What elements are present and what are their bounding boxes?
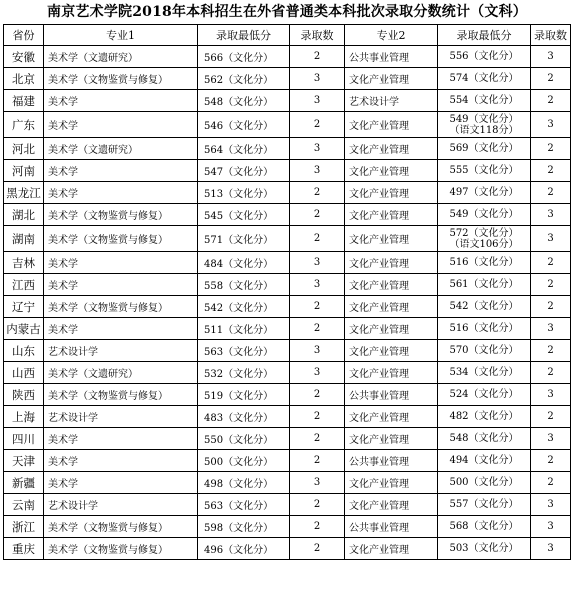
count2-cell: 2 (531, 296, 571, 318)
major2-cell: 文化产业管理 (345, 472, 438, 494)
min-score2-cell (438, 494, 531, 516)
min-score1-cell: 571（文化分） (198, 226, 290, 252)
major1-cell: 美术学 (44, 472, 198, 494)
min-score1-cell: 511（文化分） (198, 318, 290, 340)
min-score1-cell: 562（文化分） (198, 68, 290, 90)
major1-cell: 美术学 (44, 428, 198, 450)
min-score2-cell (438, 428, 531, 450)
min-score2-line: （语文106分） (449, 238, 519, 250)
province-cell: 河北 (4, 138, 44, 160)
major2-cell: 文化产业管理 (345, 112, 438, 138)
major1-cell: 美术学（文物鉴赏与修复） (44, 296, 198, 318)
province-cell: 天津 (4, 450, 44, 472)
province-cell: 辽宁 (4, 296, 44, 318)
count2-cell: 3 (531, 112, 571, 138)
count1-cell: 3 (290, 274, 345, 296)
min-score2-line: 549（文化分） (449, 113, 519, 125)
major2-cell: 公共事业管理 (345, 46, 438, 68)
min-score2-line: （语文118分） (449, 124, 519, 136)
min-score2-cell (438, 112, 531, 138)
min-score1-cell: 519（文化分） (198, 384, 290, 406)
header-min-score1: 录取最低分 (198, 25, 290, 46)
min-score2-cell (438, 406, 531, 428)
table-row (4, 160, 571, 182)
count1-cell: 2 (290, 494, 345, 516)
table-row (4, 226, 571, 252)
table-row (4, 384, 571, 406)
table-row (4, 450, 571, 472)
count1-cell: 2 (290, 318, 345, 340)
min-score1-cell: 547（文化分） (198, 160, 290, 182)
count1-cell: 3 (290, 138, 345, 160)
province-cell: 山东 (4, 340, 44, 362)
count1-cell: 3 (290, 340, 345, 362)
min-score1-cell: 542（文化分） (198, 296, 290, 318)
min-score1-cell: 498（文化分） (198, 472, 290, 494)
min-score2-line: 574（文化分） (449, 73, 519, 84)
min-score1-cell: 550（文化分） (198, 428, 290, 450)
major1-cell: 美术学（文遗研究） (44, 362, 198, 384)
min-score2-cell (438, 68, 531, 90)
min-score2-line: 524（文化分） (449, 389, 519, 400)
major2-cell: 艺术设计学 (345, 90, 438, 112)
major1-cell: 美术学（文物鉴赏与修复） (44, 516, 198, 538)
min-score2-line: 516（文化分） (449, 323, 519, 334)
major1-cell: 美术学 (44, 160, 198, 182)
province-cell: 陕西 (4, 384, 44, 406)
count2-cell: 2 (531, 406, 571, 428)
header-count2: 录取数 (531, 25, 571, 46)
count1-cell: 2 (290, 112, 345, 138)
min-score2-cell (438, 160, 531, 182)
table-row (4, 538, 571, 560)
province-cell: 山西 (4, 362, 44, 384)
min-score2-cell (438, 340, 531, 362)
major1-cell: 美术学 (44, 318, 198, 340)
count1-cell: 2 (290, 450, 345, 472)
major2-cell: 文化产业管理 (345, 428, 438, 450)
count1-cell: 2 (290, 296, 345, 318)
count2-cell: 3 (531, 538, 571, 560)
header-province: 省份 (4, 25, 44, 46)
min-score2-line: 542（文化分） (449, 301, 519, 312)
major2-cell: 文化产业管理 (345, 406, 438, 428)
count1-cell: 3 (290, 252, 345, 274)
min-score1-cell: 532（文化分） (198, 362, 290, 384)
province-cell: 云南 (4, 494, 44, 516)
min-score2-line: 482（文化分） (449, 411, 519, 422)
count2-cell: 2 (531, 472, 571, 494)
min-score2-line: 569（文化分） (449, 143, 519, 154)
table-row (4, 296, 571, 318)
major1-cell: 美术学（文遗研究） (44, 138, 198, 160)
province-cell: 福建 (4, 90, 44, 112)
min-score2-line: 549（文化分） (449, 209, 519, 220)
major1-cell: 艺术设计学 (44, 494, 198, 516)
count1-cell: 3 (290, 90, 345, 112)
province-cell: 内蒙古 (4, 318, 44, 340)
province-cell: 上海 (4, 406, 44, 428)
min-score1-cell: 564（文化分） (198, 138, 290, 160)
count2-cell: 2 (531, 252, 571, 274)
min-score2-cell (438, 46, 531, 68)
min-score1-cell: 558（文化分） (198, 274, 290, 296)
min-score2-line: 557（文化分） (449, 499, 519, 510)
major1-cell: 美术学 (44, 90, 198, 112)
province-cell: 北京 (4, 68, 44, 90)
count2-cell: 2 (531, 90, 571, 112)
count1-cell: 3 (290, 362, 345, 384)
table-row (4, 494, 571, 516)
table-row (4, 112, 571, 138)
min-score1-cell: 545（文化分） (198, 204, 290, 226)
count2-cell: 2 (531, 138, 571, 160)
province-cell: 吉林 (4, 252, 44, 274)
major2-cell: 文化产业管理 (345, 138, 438, 160)
province-cell: 重庆 (4, 538, 44, 560)
count2-cell: 2 (531, 450, 571, 472)
min-score2-line: 572（文化分） (449, 227, 519, 239)
header-major2: 专业2 (345, 25, 438, 46)
major2-cell: 文化产业管理 (345, 68, 438, 90)
header-major1: 专业1 (44, 25, 198, 46)
count2-cell: 3 (531, 428, 571, 450)
count1-cell: 3 (290, 472, 345, 494)
table-row (4, 252, 571, 274)
table-row (4, 472, 571, 494)
header-count1: 录取数 (290, 25, 345, 46)
min-score2-cell (438, 252, 531, 274)
count2-cell: 3 (531, 318, 571, 340)
count1-cell: 2 (290, 204, 345, 226)
table-row (4, 204, 571, 226)
count1-cell: 2 (290, 384, 345, 406)
min-score1-cell: 496（文化分） (198, 538, 290, 560)
min-score1-cell: 563（文化分） (198, 494, 290, 516)
table-row (4, 46, 571, 68)
min-score2-line: 494（文化分） (449, 455, 519, 466)
table-row (4, 516, 571, 538)
major2-cell: 公共事业管理 (345, 384, 438, 406)
count2-cell: 3 (531, 46, 571, 68)
admission-score-table (3, 24, 571, 560)
table-row (4, 428, 571, 450)
table-row (4, 340, 571, 362)
min-score2-line: 554（文化分） (449, 95, 519, 106)
count2-cell: 2 (531, 68, 571, 90)
count2-cell: 2 (531, 362, 571, 384)
min-score2-line: 561（文化分） (449, 279, 519, 290)
min-score1-cell: 546（文化分） (198, 112, 290, 138)
min-score1-cell: 484（文化分） (198, 252, 290, 274)
table-row (4, 406, 571, 428)
count2-cell: 2 (531, 274, 571, 296)
major1-cell: 美术学 (44, 182, 198, 204)
province-cell: 安徽 (4, 46, 44, 68)
table-row (4, 68, 571, 90)
major1-cell: 美术学（文物鉴赏与修复） (44, 384, 198, 406)
major2-cell: 文化产业管理 (345, 160, 438, 182)
count2-cell: 2 (531, 182, 571, 204)
major2-cell: 公共事业管理 (345, 450, 438, 472)
count1-cell: 2 (290, 182, 345, 204)
major2-cell: 文化产业管理 (345, 252, 438, 274)
major1-cell: 美术学（文物鉴赏与修复） (44, 226, 198, 252)
min-score2-line: 548（文化分） (449, 433, 519, 444)
min-score2-cell (438, 472, 531, 494)
major1-cell: 美术学 (44, 274, 198, 296)
count1-cell: 3 (290, 160, 345, 182)
major2-cell: 公共事业管理 (345, 516, 438, 538)
min-score2-cell (438, 296, 531, 318)
min-score1-cell: 566（文化分） (198, 46, 290, 68)
table-body (4, 46, 571, 560)
major1-cell: 美术学（文物鉴赏与修复） (44, 68, 198, 90)
table-row (4, 318, 571, 340)
min-score1-cell: 598（文化分） (198, 516, 290, 538)
min-score2-line: 556（文化分） (449, 51, 519, 62)
count1-cell: 2 (290, 428, 345, 450)
major1-cell: 美术学 (44, 252, 198, 274)
major1-cell: 美术学（文遗研究） (44, 46, 198, 68)
major2-cell: 文化产业管理 (345, 362, 438, 384)
count1-cell: 2 (290, 46, 345, 68)
province-cell: 新疆 (4, 472, 44, 494)
min-score2-line: 503（文化分） (449, 543, 519, 554)
major2-cell: 文化产业管理 (345, 494, 438, 516)
count2-cell: 2 (531, 160, 571, 182)
min-score2-cell (438, 318, 531, 340)
province-cell: 浙江 (4, 516, 44, 538)
province-cell: 江西 (4, 274, 44, 296)
min-score2-cell (438, 138, 531, 160)
major2-cell: 文化产业管理 (345, 274, 438, 296)
table-row (4, 274, 571, 296)
count2-cell: 2 (531, 340, 571, 362)
document-title: 南京艺术学院2018年本科招生在外省普通类本科批次录取分数统计（文科） (47, 4, 527, 20)
major1-cell: 美术学 (44, 450, 198, 472)
count2-cell: 3 (531, 494, 571, 516)
min-score2-line: 500（文化分） (449, 477, 519, 488)
province-cell: 河南 (4, 160, 44, 182)
major1-cell: 美术学 (44, 112, 198, 138)
province-cell: 湖北 (4, 204, 44, 226)
table-row (4, 138, 571, 160)
min-score2-line: 497（文化分） (449, 187, 519, 198)
min-score1-cell: 500（文化分） (198, 450, 290, 472)
major2-cell: 文化产业管理 (345, 318, 438, 340)
min-score2-cell (438, 384, 531, 406)
count1-cell: 2 (290, 538, 345, 560)
major2-cell: 文化产业管理 (345, 296, 438, 318)
major1-cell: 美术学（文物鉴赏与修复） (44, 538, 198, 560)
min-score2-line: 555（文化分） (449, 165, 519, 176)
min-score2-cell (438, 204, 531, 226)
count1-cell: 2 (290, 226, 345, 252)
min-score1-cell: 548（文化分） (198, 90, 290, 112)
table-header-row (4, 25, 571, 46)
province-cell: 四川 (4, 428, 44, 450)
province-cell: 湖南 (4, 226, 44, 252)
table-row (4, 90, 571, 112)
major2-cell: 文化产业管理 (345, 340, 438, 362)
min-score2-line: 516（文化分） (449, 257, 519, 268)
min-score2-cell (438, 90, 531, 112)
min-score2-line: 568（文化分） (449, 521, 519, 532)
min-score2-cell (438, 450, 531, 472)
min-score2-cell (438, 226, 531, 252)
major2-cell: 文化产业管理 (345, 204, 438, 226)
min-score2-line: 534（文化分） (449, 367, 519, 378)
major2-cell: 文化产业管理 (345, 226, 438, 252)
min-score2-cell (438, 516, 531, 538)
min-score1-cell: 513（文化分） (198, 182, 290, 204)
min-score1-cell: 563（文化分） (198, 340, 290, 362)
count2-cell: 3 (531, 516, 571, 538)
major2-cell: 文化产业管理 (345, 182, 438, 204)
major1-cell: 艺术设计学 (44, 406, 198, 428)
count1-cell: 2 (290, 516, 345, 538)
province-cell: 黑龙江 (4, 182, 44, 204)
province-cell: 广东 (4, 112, 44, 138)
min-score2-cell (438, 362, 531, 384)
min-score1-cell: 483（文化分） (198, 406, 290, 428)
count1-cell: 3 (290, 68, 345, 90)
major1-cell: 美术学（文物鉴赏与修复） (44, 204, 198, 226)
table-row (4, 362, 571, 384)
min-score2-cell (438, 538, 531, 560)
major2-cell: 文化产业管理 (345, 538, 438, 560)
count2-cell: 3 (531, 204, 571, 226)
header-min-score2: 录取最低分 (438, 25, 531, 46)
count2-cell: 3 (531, 226, 571, 252)
count1-cell: 2 (290, 406, 345, 428)
min-score2-cell (438, 274, 531, 296)
min-score2-line: 570（文化分） (449, 345, 519, 356)
major1-cell: 艺术设计学 (44, 340, 198, 362)
count2-cell: 3 (531, 384, 571, 406)
table-row (4, 182, 571, 204)
min-score2-cell (438, 182, 531, 204)
